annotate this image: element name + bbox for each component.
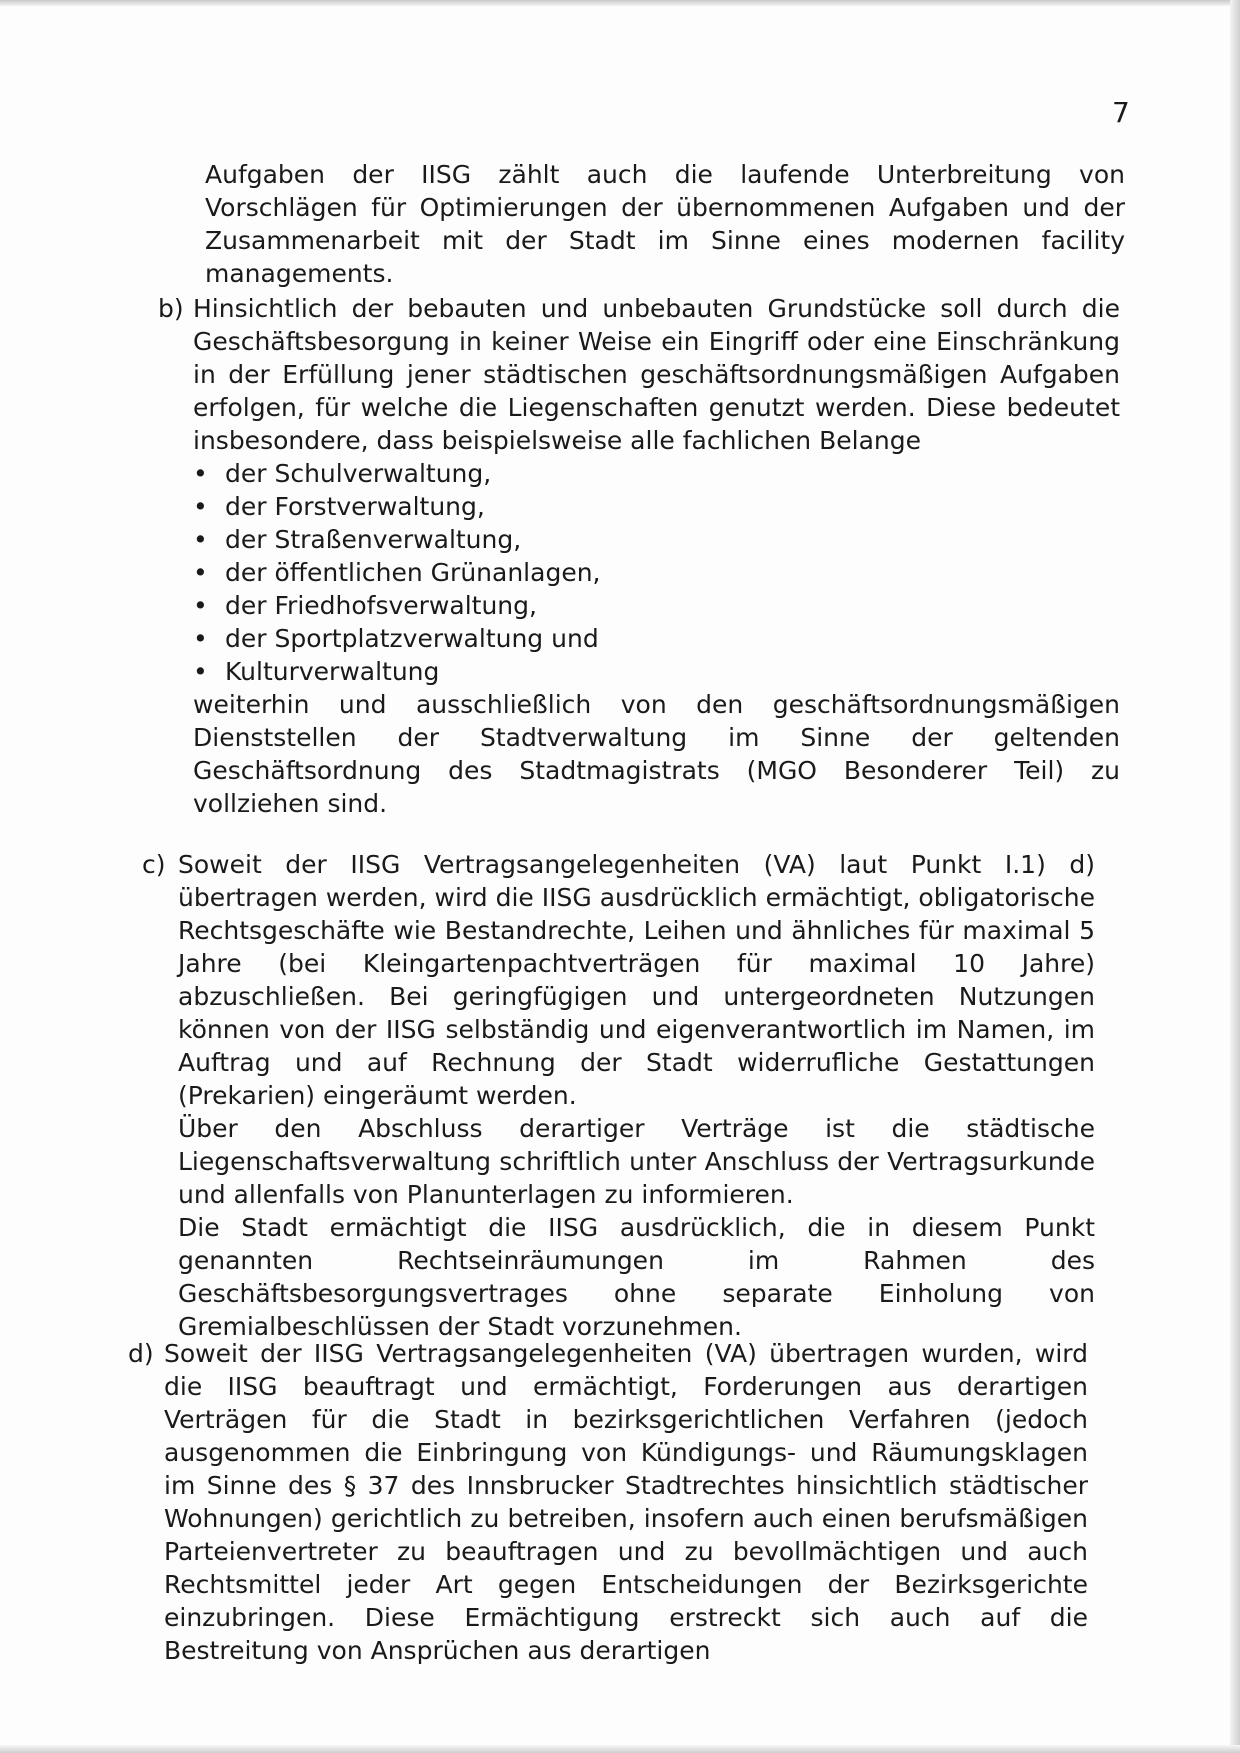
list-item-text: der öffentlichen Grünanlagen,	[225, 558, 601, 587]
section-b-list	[193, 457, 1120, 688]
section-b-closing: weiterhin und ausschließlich von den geschäftsordnungsmäßigen Dienststellen der Stadtverwaltung im Sinne der geltenden Geschäftsordnung des Stadtmagistrats (MGO Besonderer Teil) zu vollziehen sind.	[193, 690, 1120, 818]
section-c-paragraph-3: Die Stadt ermächtigt die IISG ausdrücklich, die in diesem Punkt genannten Rechtseinräumungen im Rahmen des Geschäftsbesorgungsvertrages ohne separate Einholung von Gremialbeschlüssen der Stadt vorzunehmen.	[178, 1213, 1095, 1341]
bullet-icon: •	[193, 492, 208, 521]
intro-paragraph	[205, 158, 1125, 290]
list-item	[193, 523, 1120, 556]
section-c-label: c)	[142, 850, 166, 879]
bullet-icon: •	[193, 558, 208, 587]
list-item	[193, 556, 1120, 589]
list-item	[193, 655, 1120, 688]
list-item-text: der Friedhofsverwaltung,	[225, 591, 537, 620]
list-item-text: der Schulverwaltung,	[225, 459, 492, 488]
list-item-text: der Straßenverwaltung,	[225, 525, 522, 554]
section-c-paragraph-2: Über den Abschluss derartiger Verträge ist die städtische Liegenschaftsverwaltung schriftlich unter Anschluss der Vertragsurkunde und allenfalls von Planunterlagen zu informieren.	[178, 1114, 1095, 1209]
section-d-text: Soweit der IISG Vertragsangelegenheiten (VA) übertragen wurden, wird die IISG beauftragt und ermächtigt, Forderungen aus derartigen Verträgen für die Stadt in bezirksgerichtlichen Verfahren (jedoch ausgenommen die Einbringung von Kündigungs- und Räumungsklagen im Sinne des § 37 des Innsbrucker Stadtrechtes hinsichtlich städtischer Wohnungen) gerichtlich zu betreiben, insofern auch einen berufsmäßigen Parteienvertreter zu beauftragen und zu bevollmächtigen und auch Rechtsmittel jeder Art gegen Entscheidungen der Bezirksgerichte einzubringen. Diese Ermächtigung erstreckt sich auch auf die Bestreitung von Ansprüchen aus derartigen	[164, 1339, 1088, 1665]
bullet-icon: •	[193, 657, 208, 686]
section-b	[193, 292, 1120, 820]
page-number: 7	[1112, 96, 1130, 129]
section-c	[178, 848, 1095, 1343]
section-d-label: d)	[128, 1339, 154, 1368]
scan-edge-bottom	[0, 1745, 1240, 1753]
scan-edge-right	[1230, 0, 1240, 1753]
list-item	[193, 622, 1120, 655]
list-item-text: Kulturverwaltung	[225, 657, 440, 686]
list-item	[193, 589, 1120, 622]
bullet-icon: •	[193, 624, 208, 653]
list-item-text: der Sportplatzverwaltung und	[225, 624, 599, 653]
list-item	[193, 490, 1120, 523]
section-c-paragraph-1: Soweit der IISG Vertragsangelegenheiten (VA) laut Punkt I.1) d) übertragen werden, wird die IISG ausdrücklich ermächtigt, obligatorische Rechtsgeschäfte wie Bestandrechte, Leihen und ähnliches für maximal 5 Jahre (bei Kleingartenpachtverträgen für maximal 10 Jahre) abzuschließen. Bei geringfügigen und untergeordneten Nutzungen können von der IISG selbständig und eigenverantwortlich im Namen, im Auftrag und auf Rechnung der Stadt widerrufliche Gestattungen (Prekarien) eingeräumt werden.	[178, 850, 1095, 1110]
bullet-icon: •	[193, 459, 208, 488]
section-b-label: b)	[158, 294, 184, 323]
list-item	[193, 457, 1120, 490]
scan-edge-top	[0, 0, 1240, 6]
list-item-text: der Forstverwaltung,	[225, 492, 485, 521]
bullet-icon: •	[193, 591, 208, 620]
section-b-text: Hinsichtlich der bebauten und unbebauten Grundstücke soll durch die Geschäftsbesorgung in keiner Weise ein Eingriff oder eine Einschränkung in der Erfüllung jener städtischen geschäftsordnungsmäßigen Aufgaben erfolgen, für welche die Liegenschaften genutzt werden. Diese bedeutet insbesondere, dass beispielsweise alle fachlichen Belange	[193, 294, 1120, 455]
intro-text: Aufgaben der IISG zählt auch die laufende Unterbreitung von Vorschlägen für Optimierungen der übernommenen Aufgaben und der Zusammenarbeit mit der Stadt im Sinne eines modernen facility managements.	[205, 160, 1125, 288]
section-d	[164, 1337, 1088, 1667]
bullet-icon: •	[193, 525, 208, 554]
